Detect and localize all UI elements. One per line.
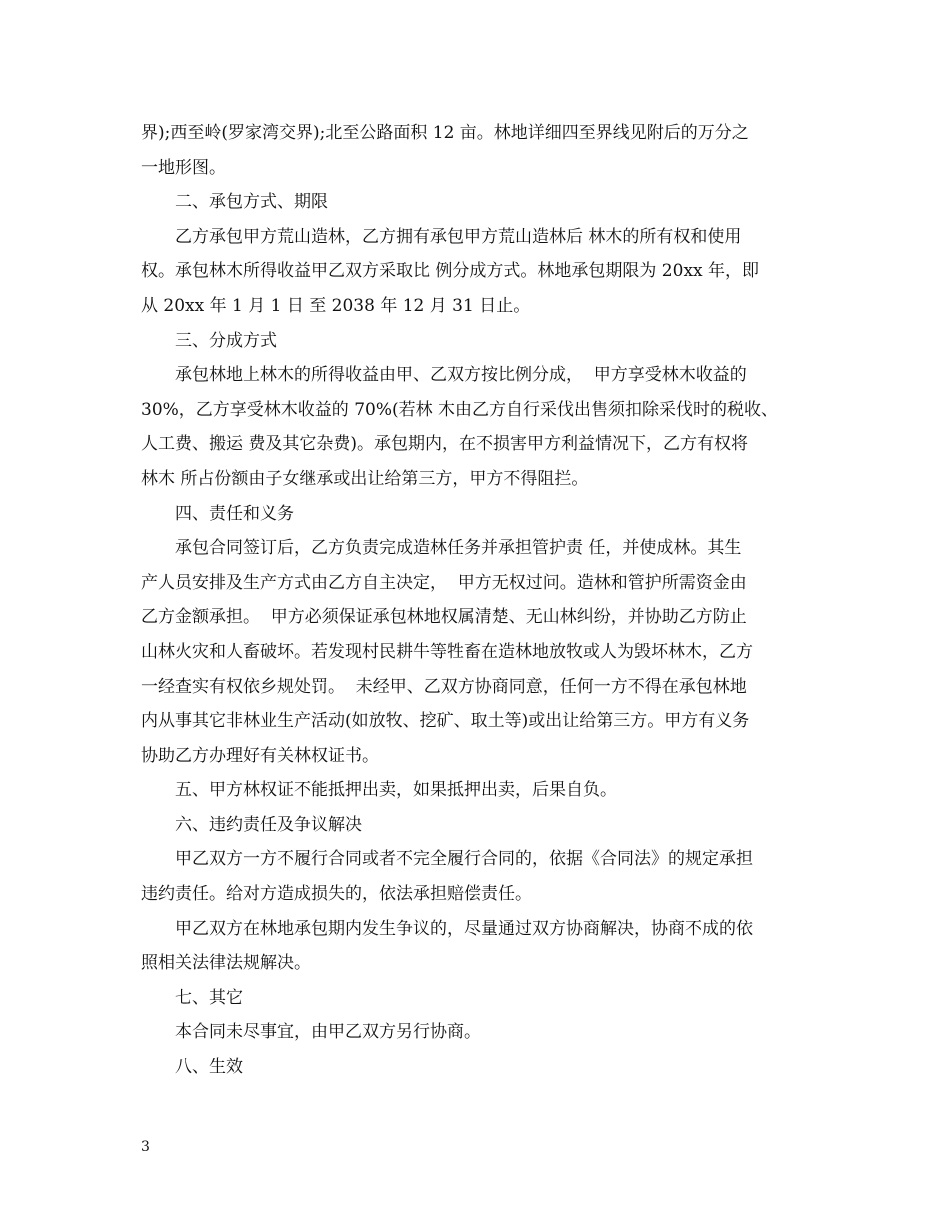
text-line: 违约责任。给对方造成损失的，依法承担赔偿责任。 — [141, 884, 532, 905]
text-line: 界);西至岭(罗家湾交界);北至公路面积 12 亩。林地详细四至界线见附后的万分之 — [141, 123, 749, 143]
text-line: 照相关法律法规解决。 — [141, 953, 311, 974]
section-heading: 六、违约责任及争议解决 — [175, 814, 362, 835]
section-heading: 二、承包方式、期限 — [175, 192, 328, 213]
section-heading: 三、分成方式 — [175, 330, 277, 351]
text-line: 甲乙双方在林地承包期内发生争议的，尽量通过双方协商解决，协商不成的依 — [175, 918, 753, 939]
text-line: 从 20xx 年 1 月 1 日 至 2038 年 12 月 31 日止。 — [141, 295, 531, 316]
text-line: 山林火灾和人畜破坏。若发现村民耕牛等牲畜在造林地放牧或人为毁坏林木，乙方 — [141, 641, 753, 662]
text-line: 30%，乙方享受林木收益的 70%(若林 木由乙方自行采伐出售须扣除采伐时的税收、 — [141, 399, 779, 420]
text-line: 林木 所占份额由子女继承或出让给第三方，甲方不得阻拦。 — [141, 468, 589, 489]
text-line: 人工费、搬运 费及其它杂费)。承包期内，在不损害甲方利益情况下，乙方有权将 — [141, 434, 749, 455]
text-line: 权。承包林木所得收益甲乙双方采取比 例分成方式。林地承包期限为 20xx 年，即 — [141, 261, 760, 282]
text-line: 甲乙双方一方不履行合同或者不完全履行合同的，依据《合同法》的规定承担 — [175, 849, 753, 870]
text-line: 乙方金额承担。 甲方必须保证承包林地权属清楚、无山林纠纷，并协助乙方防止 — [141, 607, 747, 628]
text-line: 一经查实有权依乡规处罚。 未经甲、乙双方协商同意，任何一方不得在承包林地 — [141, 676, 747, 697]
section-heading: 八、生效 — [175, 1057, 243, 1078]
text-line: 内从事其它非林业生产活动(如放牧、挖矿、取土等)或出让给第三方。甲方有义务 — [141, 711, 750, 732]
section-heading: 七、其它 — [175, 987, 243, 1008]
text-line: 乙方承包甲方荒山造林，乙方拥有承包甲方荒山造林后 林木的所有权和使用 — [175, 226, 742, 247]
document-body — [141, 116, 813, 1085]
text-line: 协助乙方办理好有关林权证书。 — [141, 745, 379, 766]
section-heading: 五、甲方林权证不能抵押出卖，如果抵押出卖，后果自负。 — [175, 780, 617, 801]
text-line: 承包合同签订后，乙方负责完成造林任务并承担管护责 任，并使成林。其生 — [175, 538, 742, 559]
text-line: 一地形图。 — [141, 157, 226, 178]
text-line: 产人员安排及生产方式由乙方自主决定， 甲方无权过问。造林和管护所需资金由 — [141, 572, 747, 593]
text-line: 承包林地上林木的所得收益由甲、乙双方按比例分成， 甲方享受林木收益的 — [175, 365, 747, 386]
section-heading: 四、责任和义务 — [175, 503, 294, 524]
text-line: 本合同未尽事宜，由甲乙双方另行协商。 — [175, 1022, 481, 1043]
page-number: 3 — [141, 1139, 150, 1155]
